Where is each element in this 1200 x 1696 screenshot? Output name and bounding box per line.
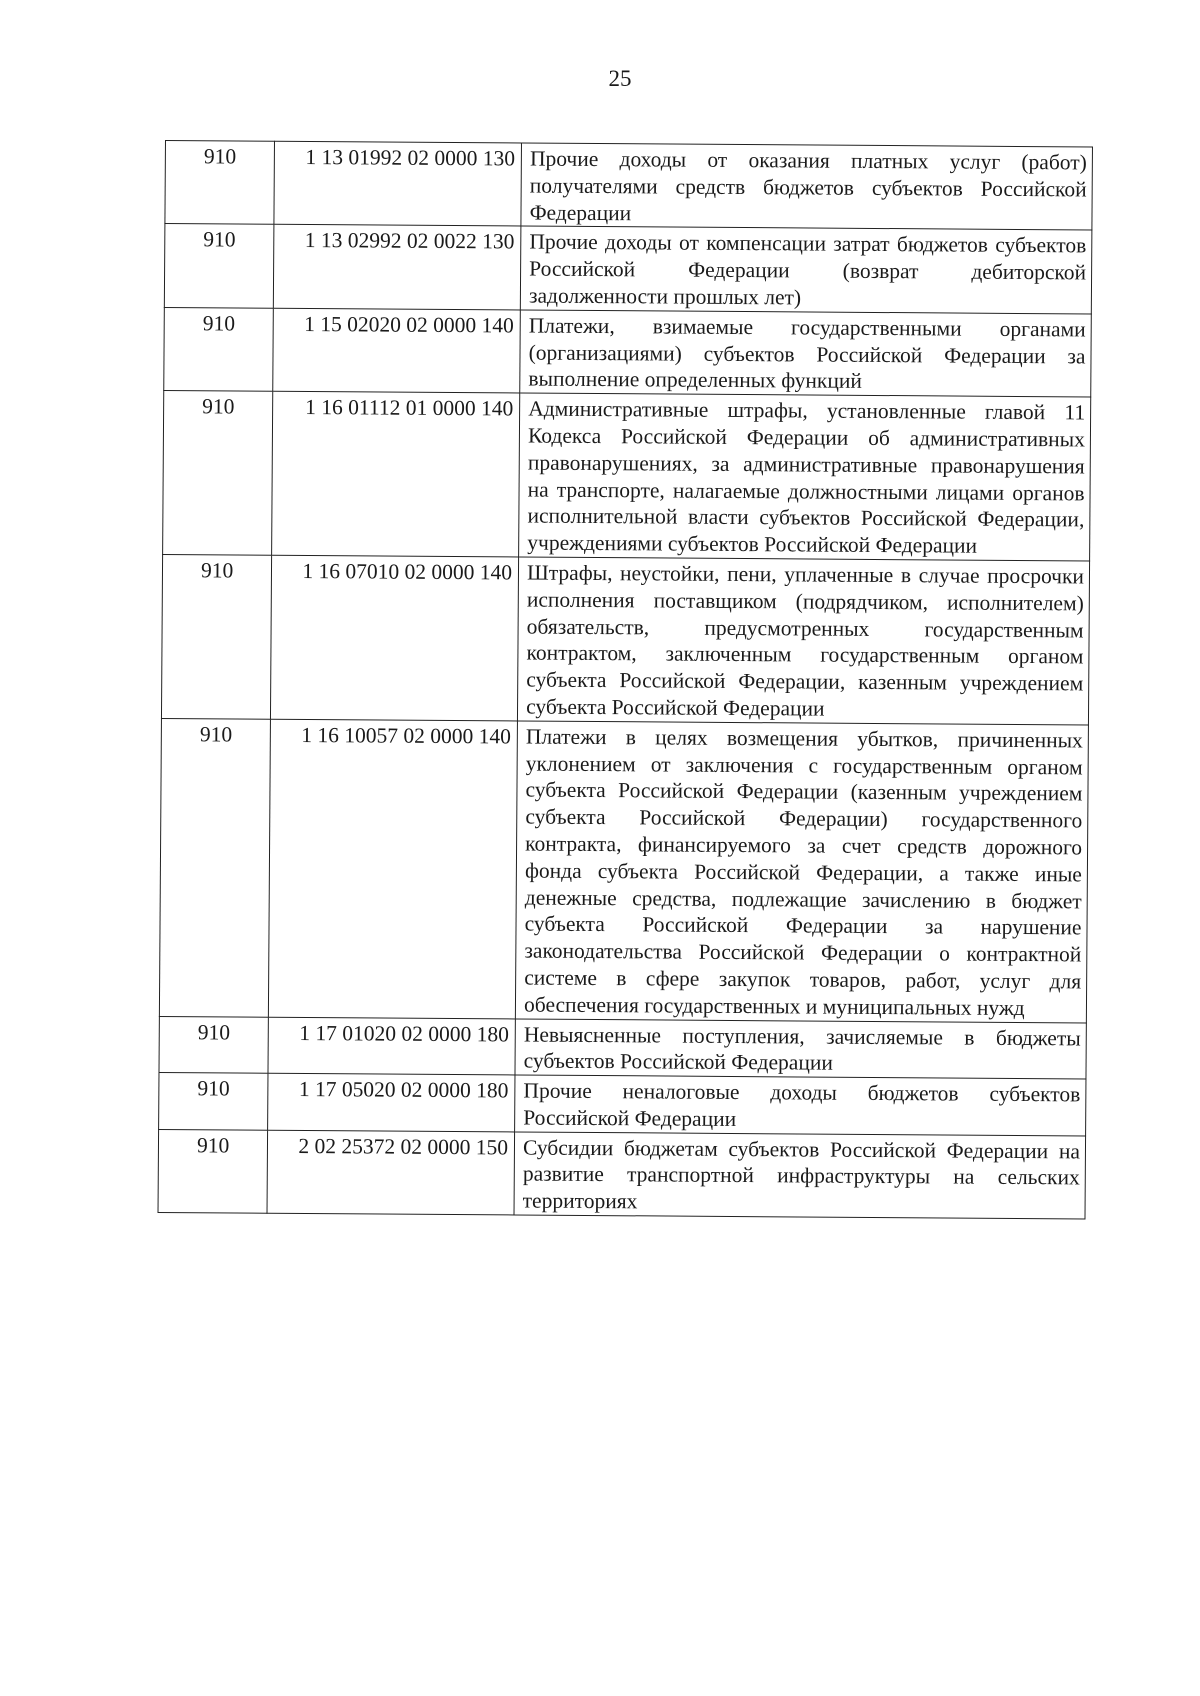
- budget-code-cell: 1 13 01992 02 0000 130: [274, 141, 521, 226]
- revenue-name-cell: Прочие неналоговые доходы бюджетов субъектов Российской Федерации: [515, 1075, 1086, 1136]
- budget-codes-table: [158, 140, 1093, 1220]
- page-number: 25: [608, 66, 632, 91]
- table-row: [165, 141, 1093, 231]
- revenue-name-cell: Платежи, взимаемые государственными органами (организациями) субъектов Российской Федерации за выполнение определенных функций: [520, 310, 1091, 397]
- table-row: [164, 224, 1092, 314]
- admin-code-cell: 910: [165, 141, 275, 225]
- admin-code-cell: 910: [164, 307, 274, 391]
- table-row: [158, 1129, 1086, 1219]
- table-row: [159, 718, 1088, 1022]
- revenue-name-cell: Невыясненные поступления, зачисляемые в бюджеты субъектов Российской Федерации: [515, 1018, 1086, 1079]
- revenue-name-cell: Административные штрафы, установленные главой 11 Кодекса Российской Федерации об административных правонарушениях, за административные правонарушения на транспорте, налагаемые должностными лицами органов исполнительной власти субъектов Российской Федерации, учреждениями субъектов Российской Федерации: [519, 393, 1091, 561]
- table-row: [159, 1016, 1086, 1079]
- admin-code-cell: 910: [159, 718, 270, 1017]
- budget-code-cell: 1 17 01020 02 0000 180: [268, 1017, 515, 1075]
- admin-code-cell: 910: [163, 391, 274, 556]
- table-row: [159, 1073, 1086, 1136]
- revenue-name-cell: Платежи в целях возмещения убытков, причиненных уклонением от заключения с государственным органом субъекта Российской Федерации (казенным учреждением субъекта Российской Федерации) государственного контракта, финансируемого за счет средств дорожного фонда субъекта Российской Федерации, а также иные денежные средства, подлежащие зачислению в бюджет субъекта Российской Федерации за нарушение законодательства Российской Федерации о контрактной системе в сфере закупок товаров, работ, услуг для обеспечения государственных и муниципальных нужд: [515, 721, 1088, 1023]
- revenue-name-cell: Прочие доходы от компенсации затрат бюджетов субъектов Российской Федерации (возврат дебиторской задолженности прошлых лет): [520, 226, 1091, 313]
- admin-code-cell: 910: [159, 1073, 269, 1130]
- admin-code-cell: 910: [158, 1129, 268, 1213]
- admin-code-cell: 910: [159, 1016, 269, 1073]
- budget-code-cell: 1 17 05020 02 0000 180: [268, 1073, 515, 1131]
- table-row: [161, 554, 1089, 724]
- budget-code-cell: 2 02 25372 02 0000 150: [267, 1130, 514, 1215]
- revenue-name-cell: Штрафы, неустойки, пени, уплаченные в случае просрочки исполнения поставщиком (подрядчиком, исполнителем) обязательств, предусмотренных государственным контрактом, заключенным государственным органом субъекта Российской Федерации, казенным учреждением субъекта Российской Федерации: [518, 557, 1090, 725]
- admin-code-cell: 910: [164, 224, 274, 308]
- budget-code-cell: 1 16 01112 01 0000 140: [272, 391, 520, 556]
- budget-code-cell: 1 15 02020 02 0000 140: [273, 308, 520, 393]
- budget-code-cell: 1 13 02992 02 0022 130: [274, 225, 521, 310]
- revenue-name-cell: Прочие доходы от оказания платных услуг (работ) получателями средств бюджетов субъектов Российской Федерации: [521, 143, 1092, 230]
- budget-code-cell: 1 16 07010 02 0000 140: [271, 555, 519, 720]
- table-row: [164, 307, 1092, 397]
- revenue-name-cell: Субсидии бюджетам субъектов Российской Федерации на развитие транспортной инфраструктуры на сельских территориях: [514, 1132, 1085, 1219]
- budget-code-cell: 1 16 10057 02 0000 140: [269, 719, 518, 1018]
- admin-code-cell: 910: [161, 554, 272, 719]
- table-row: [163, 391, 1091, 561]
